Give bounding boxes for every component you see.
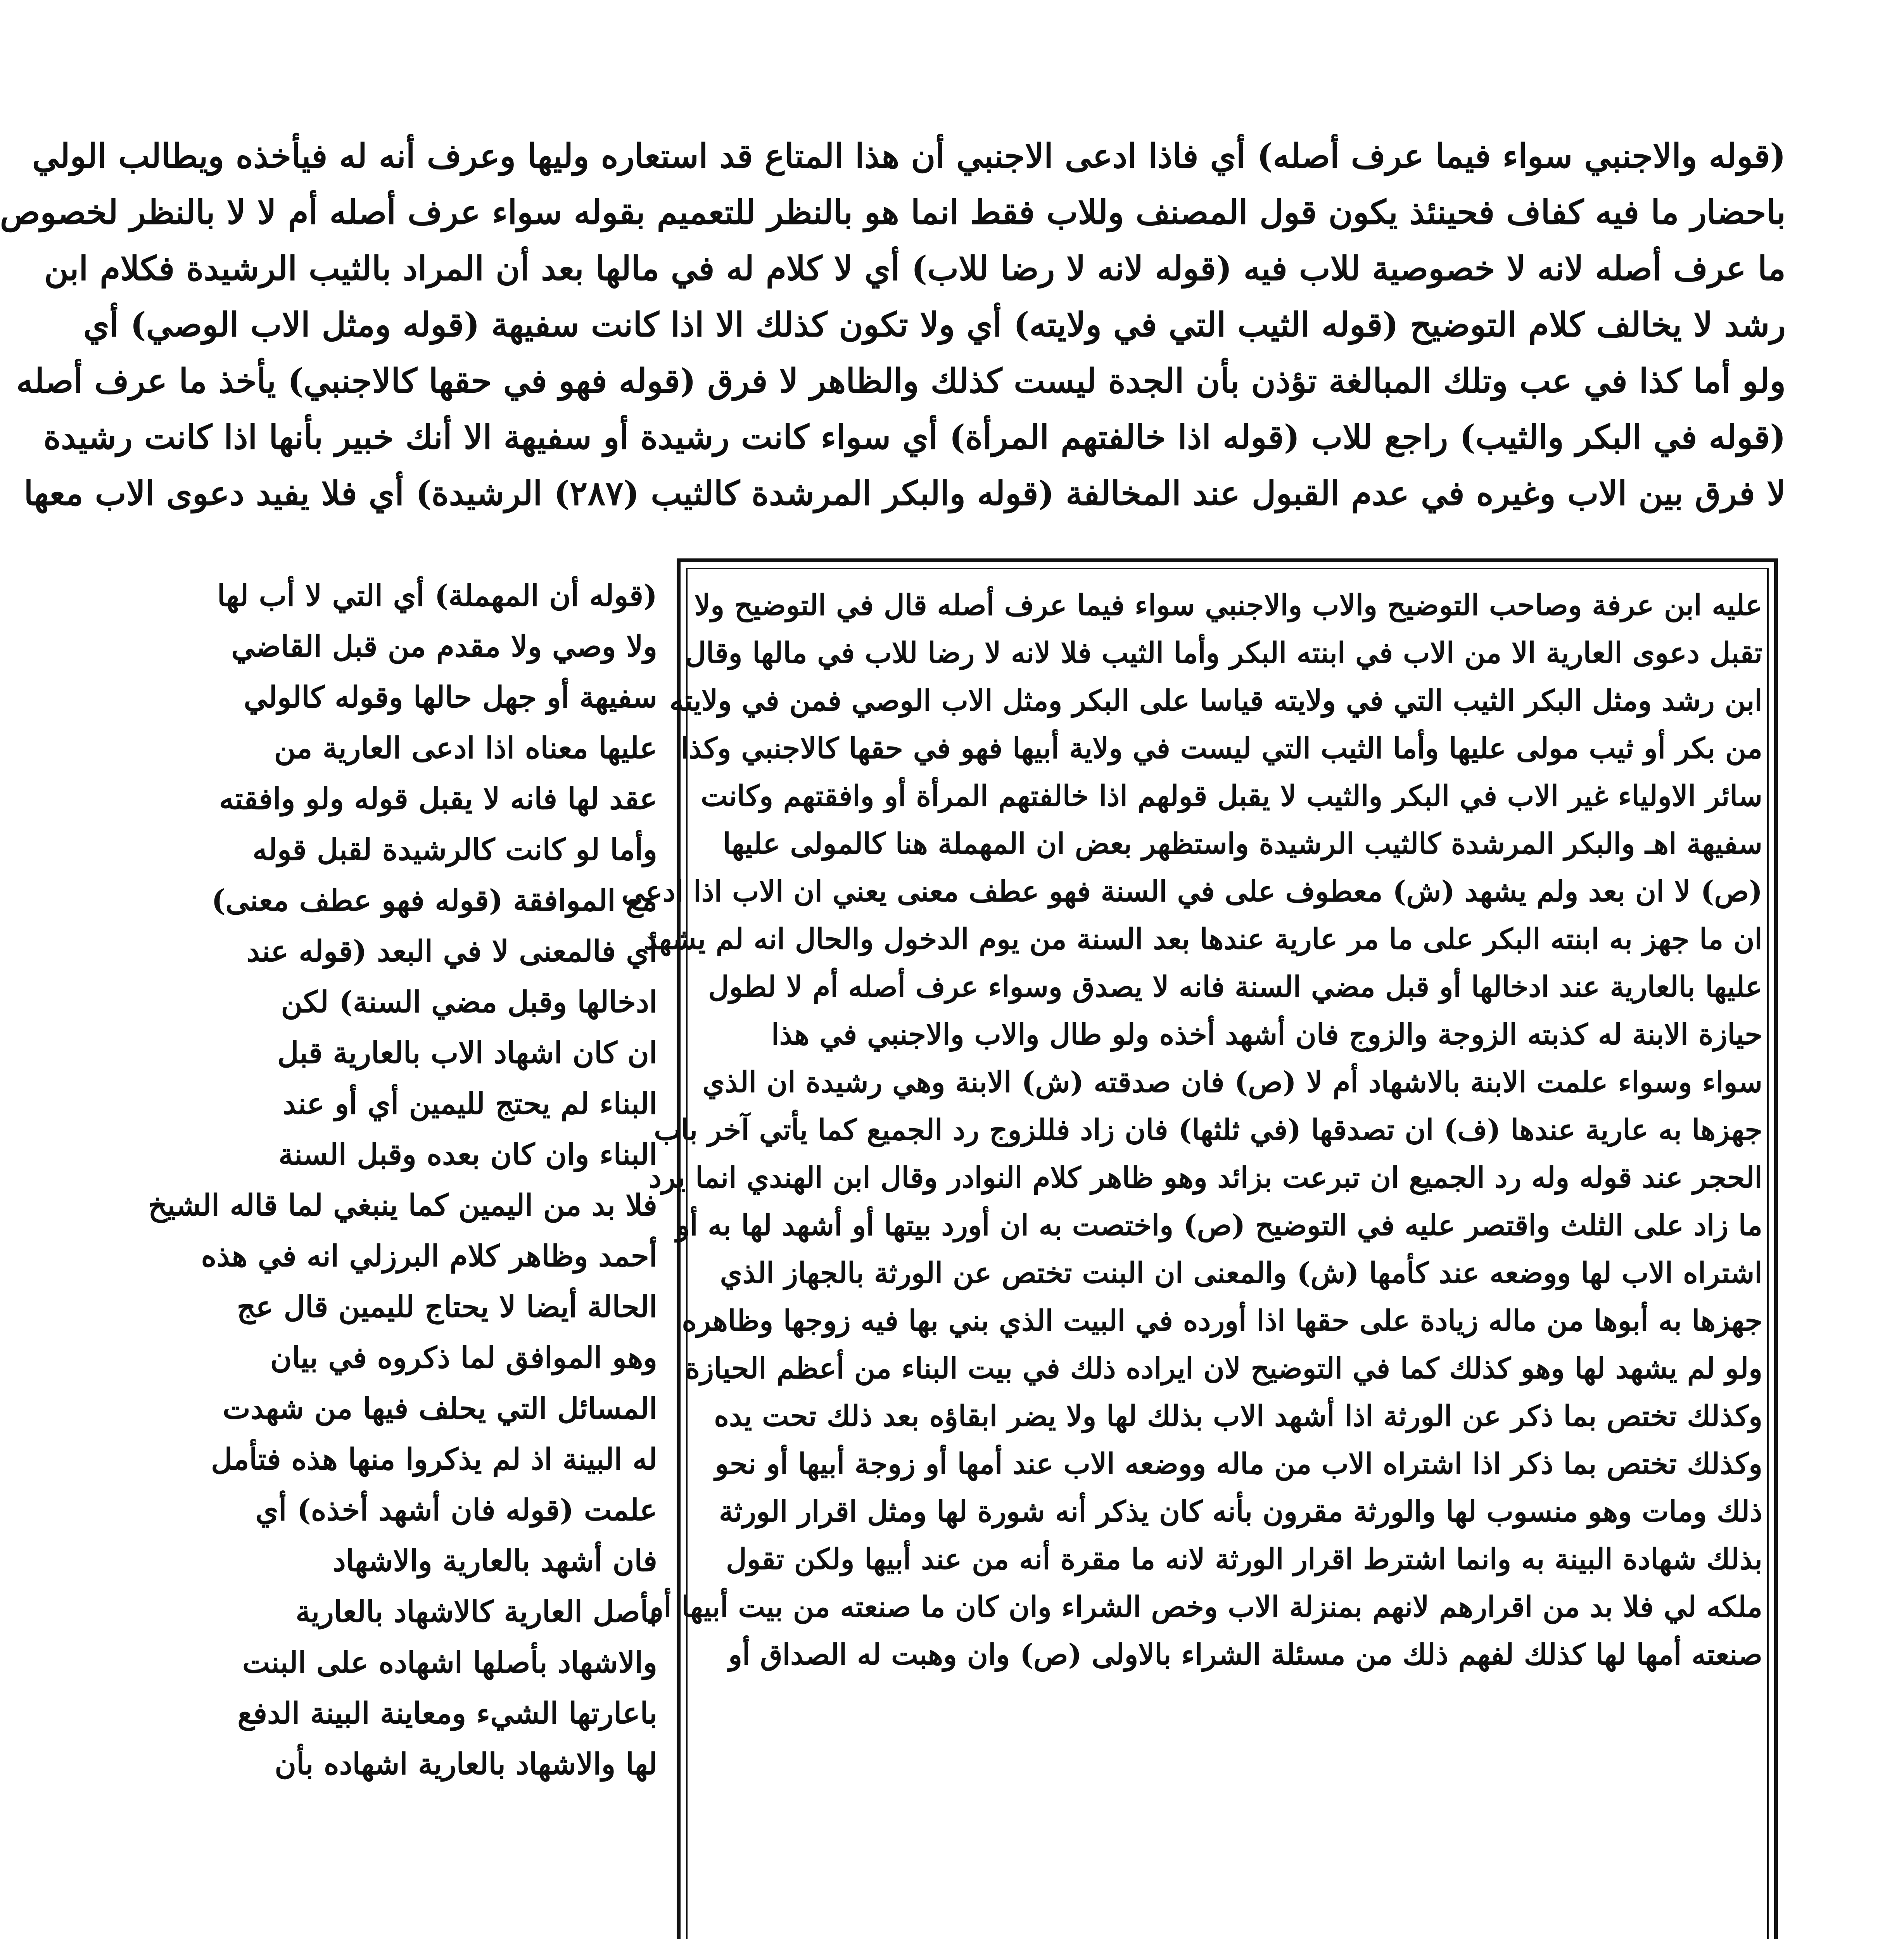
- side-commentary-line: باعارتها الشيء ومعاينة البينة الدفع: [237, 1696, 657, 1730]
- side-commentary-line: ادخالها وقبل مضي السنة) لكن: [281, 985, 657, 1019]
- side-commentary-line: عليها معناه اذا ادعى العارية من: [274, 731, 657, 765]
- main-text-line: عليها بالعارية عند ادخالها أو قبل مضي السنة فانه لا يصدق وسواء عرف أصله أم لا لطول: [708, 970, 1762, 1004]
- main-text-line: وكذلك تختص بما ذكر اذا اشتراه الاب من ماله ووضعه الاب عند أمها أو زوجة أبيها أو نحو: [715, 1447, 1762, 1481]
- side-commentary-line: فلا بد من اليمين كما ينبغي لما قاله الشيخ: [148, 1188, 657, 1222]
- side-commentary-line: ولا وصي ولا مقدم من قبل القاضي: [231, 629, 657, 664]
- main-text-line: ملكه لي فلا بد من اقرارهم لانهم بمنزلة الاب وخص الشراء وان كان ما صنعته من بيت أبيها أو: [650, 1590, 1762, 1624]
- top-commentary-block: [0, 128, 1786, 522]
- side-commentary-line: البناء وان كان بعده وقبل السنة: [278, 1137, 657, 1172]
- commentary-line: ما عرف أصله لانه لا خصوصية للاب فيه (قوله لانه لا رضا للاب) أي لا كلام له في مالها بعد أن المراد بالثيب الرشيدة فكلام ابن: [44, 249, 1786, 288]
- side-commentary-line: المسائل التي يحلف فيها من شهدت: [223, 1391, 657, 1426]
- commentary-line: (قوله والاجنبي سواء فيما عرف أصله) أي فاذا ادعى الاجنبي أن هذا المتاع قد استعاره وليها وعرف أنه له فيأخذه ويطالب الولي: [32, 137, 1786, 176]
- main-text-line: ذلك ومات وهو منسوب لها والورثة مقرون بأنه كان يذكر أنه شورة لها ومثل اقرار الورثة: [719, 1495, 1762, 1528]
- side-commentary-block: [148, 570, 657, 1789]
- main-text-line: سواء وسواء علمت الابنة بالاشهاد أم لا (ص) فان صدقته (ش) الابنة وهي رشيدة ان الذي: [702, 1066, 1762, 1099]
- side-commentary-line: والاشهاد بأصلها اشهاده على البنت: [242, 1645, 657, 1680]
- side-commentary-line: مع الموافقة (قوله فهو عطف معنى): [211, 883, 657, 918]
- main-text-line: جهزها به أبوها من ماله زيادة على حقها اذا أورده في البيت الذي بني بها فيه زوجها وظاهره: [682, 1304, 1762, 1338]
- side-commentary-line: ان كان اشهاد الاب بالعارية قبل: [277, 1035, 657, 1070]
- commentary-line-with-page-number: لا فرق بين الاب وغيره في عدم القبول عند المخالفة (قوله والبكر المرشدة كالثيب (٢٨٧) الرشيدة) أي فلا يفيد دعوى الاب معها: [24, 474, 1786, 513]
- main-text-line: ابن رشد ومثل البكر الثيب التي في ولايته قياسا على البكر ومثل الاب الوصي فمن في ولايته: [669, 684, 1762, 717]
- main-text-line: عليه ابن عرفة وصاحب التوضيح والاب والاجنبي سواء فيما عرف أصله قال في التوضيح ولا: [694, 589, 1762, 622]
- side-commentary-line: لها والاشهاد بالعارية اشهاده بأن: [275, 1747, 657, 1781]
- side-commentary-line: وهو الموافق لما ذكروه في بيان: [270, 1340, 657, 1375]
- main-text-line: اشتراه الاب لها ووضعه عند كأمها (ش) والمعنى ان البنت تختص عن الورثة بالجهاز الذي: [720, 1256, 1762, 1290]
- main-text-line: صنعته أمها لها كذلك لفهم ذلك من مسئلة الشراء بالاولى (ص) وان وهبت له الصداق أو: [728, 1638, 1762, 1671]
- side-commentary-line: علمت (قوله فان أشهد أخذه) أي: [255, 1493, 657, 1527]
- side-commentary-line: فان أشهد بالعارية والاشهاد: [332, 1543, 657, 1578]
- main-text-block: [622, 582, 1762, 1679]
- main-text-line: الحجر عند قوله وله رد الجميع ان تبرعت بزائد وهو ظاهر كلام النوادر وقال ابن الهندي انما يرد: [649, 1161, 1762, 1194]
- main-text-line: (ص) لا ان بعد ولم يشهد (ش) معطوف على في السنة فهو عطف معنى يعني ان الاب اذا ادعى: [622, 875, 1762, 908]
- side-commentary-line: وأما لو كانت كالرشيدة لقبل قوله: [252, 832, 657, 867]
- side-commentary-line: سفيهة أو جهل حالها وقوله كالولي: [244, 680, 657, 714]
- side-commentary-line: أي فالمعنى لا في البعد (قوله عند: [246, 934, 657, 968]
- commentary-line: (قوله في البكر والثيب) راجع للاب (قوله اذا خالفتهم المرأة) أي سواء كانت رشيدة أو سفيهة الا أنك خبير بأنها اذا كانت رشيدة: [43, 418, 1786, 457]
- side-commentary-line: البناء لم يحتج لليمين أي أو عند: [282, 1086, 657, 1121]
- side-commentary-line: الحالة أيضا لا يحتاج لليمين قال عج: [237, 1289, 657, 1324]
- side-commentary-line: أحمد وظاهر كلام البرزلي انه في هذه: [201, 1239, 657, 1273]
- main-text-line: حيازة الابنة له كذبته الزوجة والزوج فان أشهد أخذه ولو طال والاب والاجنبي في هذا: [771, 1018, 1762, 1051]
- main-text-line: بذلك شهادة البينة به وانما اشترط اقرار الورثة لانه ما مقرة أنه من عند أبيها ولكن تقول: [726, 1543, 1762, 1576]
- side-commentary-line: له البينة اذ لم يذكروا منها هذه فتأمل: [211, 1442, 657, 1476]
- main-text-line: جهزها به عارية عندها (ف) ان تصدقها (في ثلثها) فان زاد فللزوج رد الجميع كما يأتي آخر باب: [654, 1113, 1762, 1147]
- side-commentary-line: عقد لها فانه لا يقبل قوله ولو وافقته: [219, 781, 657, 816]
- main-text-line: من بكر أو ثيب مولى عليها وأما الثيب التي ليست في ولاية أبيها فهو في حقها كالاجنبي وكذا: [681, 732, 1762, 765]
- main-text-line: سفيهة اهـ والبكر المرشدة كالثيب الرشيدة واستظهر بعض ان المهملة هنا كالمولى عليها: [723, 827, 1762, 861]
- main-text-line: وكذلك تختص بما ذكر عن الورثة اذا أشهد الاب بذلك لها ولا يضر ابقاؤه بعد ذلك تحت يده: [714, 1400, 1762, 1433]
- commentary-line: ولو أما كذا في عب وتلك المبالغة تؤذن بأن الجدة ليست كذلك والظاهر لا فرق (قوله فهو في حقها كالاجنبي) يأخذ ما عرف أصله: [16, 361, 1786, 401]
- main-text-line: تقبل دعوى العارية الا من الاب في ابنته البكر وأما الثيب فلا لانه لا رضا للاب في مالها وقال: [685, 636, 1762, 670]
- main-text-line: سائر الاولياء غير الاب في البكر والثيب لا يقبل قولهم اذا خالفتهم المرأة أو وافقتهم وكانت: [701, 779, 1762, 813]
- side-commentary-line: (قوله أن المهملة) أي التي لا أب لها: [217, 578, 657, 613]
- main-text-line: ما زاد على الثلث واقتصر عليه في التوضيح (ص) واختصت به ان أورد بيتها أو أشهد لها به أو: [676, 1209, 1762, 1242]
- commentary-line: رشد لا يخالف كلام التوضيح (قوله الثيب التي في ولايته) أي ولا تكون كذلك الا اذا كانت سفيهة (قوله ومثل الاب الوصي) أي: [83, 305, 1786, 344]
- side-commentary-line: بأصل العارية كالاشهاد بالعارية: [295, 1594, 657, 1629]
- main-text-line: ان ما جهز به ابنته البكر على ما مر عارية عندها بعد السنة من يوم الدخول والحال انه لم يشهد: [644, 923, 1762, 956]
- main-text-line: ولو لم يشهد لها وهو كذلك كما في التوضيح لان ايراده ذلك في بيت البناء من أعظم الحيازة: [685, 1352, 1762, 1385]
- commentary-line: باحضار ما فيه كفاف فحينئذ يكون قول المصنف وللاب فقط انما هو بالنظر للتعميم بقوله سواء عرف أصله أم لا لا بالنظر لخصوص: [0, 193, 1786, 232]
